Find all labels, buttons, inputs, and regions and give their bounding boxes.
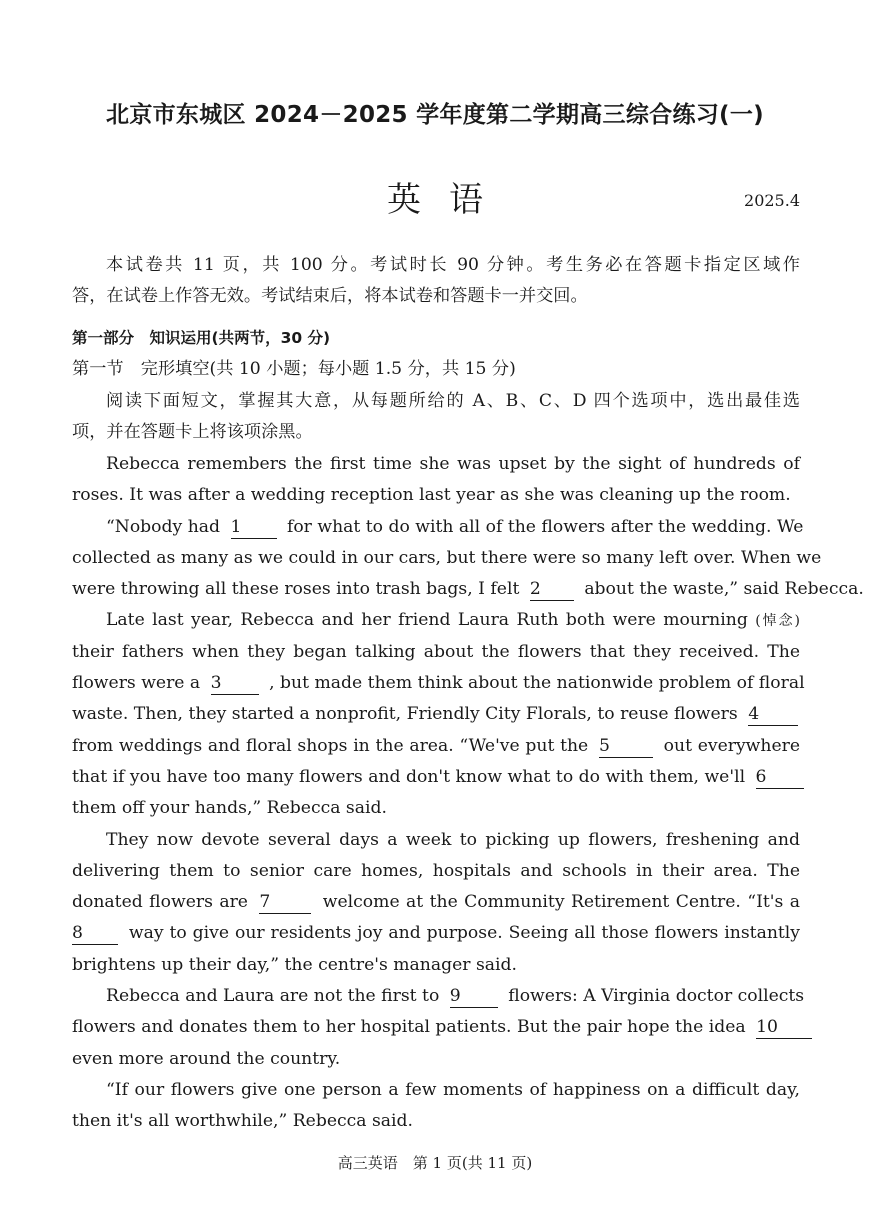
passage-line: brightens up their day,” the centre's manager said.	[72, 954, 517, 975]
passage-line: then it's all worthwhile,” Rebecca said.	[72, 1111, 413, 1132]
passage-text: welcome at the Community Retirement Centre. “It's a	[322, 892, 800, 913]
passage-text: about the waste,” said Rebecca.	[584, 579, 864, 600]
passage-line: even more around the country.	[72, 1048, 341, 1069]
cloze-passage	[72, 449, 864, 1138]
passage-text: Late last year, Rebecca and her friend Laura Ruth both were mourning	[106, 610, 748, 631]
passage-line	[72, 887, 800, 918]
passage-line	[72, 731, 800, 762]
section1-heading: 第一节 完形填空(共 10 小题；每小题 1.5 分，共 15 分)	[72, 359, 516, 380]
passage-text: for what to do with all of the flowers after the wedding. We	[286, 516, 804, 537]
blank-6: 6	[756, 766, 804, 789]
blank-3: 3	[211, 672, 259, 695]
passage-line: roses. It was after a wedding reception last year as she was cleaning up the room.	[72, 485, 791, 506]
passage-text: out everywhere	[663, 735, 801, 756]
blank-1: 1	[231, 516, 277, 539]
passage-line	[72, 668, 805, 699]
directions-line: 项，并在答题卡上将该项涂黑。	[72, 421, 313, 442]
passage-line	[72, 574, 864, 605]
passage-text: “Nobody had	[106, 516, 221, 537]
directions-line: 阅读下面短文，掌握其大意，从每题所给的 A、B、C、D 四个选项中，选出最佳选	[106, 390, 800, 411]
part1-section	[72, 323, 800, 448]
passage-line	[72, 981, 805, 1012]
passage-text: flowers: A Virginia doctor collects	[508, 986, 805, 1007]
blank-4: 4	[748, 703, 798, 726]
passage-line	[72, 512, 804, 543]
blank-2: 2	[530, 578, 574, 601]
passage-text: waste. Then, they started a nonprofit, Friendly City Florals, to reuse flowers	[72, 704, 738, 725]
subject-title: 英语	[387, 180, 511, 220]
instruction-line: 本试卷共 11 页，共 100 分。考试时长 90 分钟。考生务必在答题卡指定区域作	[106, 255, 800, 275]
exam-instructions	[72, 250, 800, 313]
passage-text: , but made them think about the nationwide problem of floral	[269, 673, 805, 694]
passage-text: that if you have too many flowers and don't know what to do with them, we'll	[72, 766, 746, 787]
blank-10: 10	[756, 1016, 812, 1039]
passage-line: “If our flowers give one person a few moments of happiness on a difficult day,	[106, 1079, 800, 1100]
passage-line	[72, 918, 800, 949]
blank-8: 8	[72, 922, 118, 945]
passage-line	[72, 762, 800, 793]
passage-line	[72, 699, 800, 730]
passage-line: They now devote several days a week to picking up flowers, freshening and	[106, 829, 800, 850]
passage-text: flowers and donates them to her hospital patients. But the pair hope the idea	[72, 1017, 746, 1038]
passage-line: their fathers when they began talking about the flowers that they received. The	[72, 641, 800, 662]
passage-text: were throwing all these roses into trash bags, I felt	[72, 579, 520, 600]
passage-text: way to give our residents joy and purpose. Seeing all those flowers instantly	[128, 923, 801, 944]
instruction-line: 答，在试卷上作答无效。考试结束后，将本试卷和答题卡一并交回。	[72, 286, 588, 307]
passage-text: from weddings and floral shops in the area. “We've put the	[72, 735, 589, 756]
passage-line: Rebecca remembers the first time she was upset by the sight of hundreds of	[106, 454, 800, 474]
passage-text: flowers were a	[72, 673, 201, 694]
passage-text: Rebecca and Laura are not the first to	[106, 986, 440, 1007]
passage-text: donated flowers are	[72, 892, 248, 913]
page-footer: 高三英语 第 1 页(共 11 页)	[337, 1154, 533, 1172]
passage-line: delivering them to senior care homes, hospitals and schools in their area. The	[72, 860, 800, 881]
gloss-note: (悼念)	[755, 613, 800, 630]
blank-9: 9	[450, 985, 498, 1008]
blank-5: 5	[599, 735, 653, 758]
passage-line: them off your hands,” Rebecca said.	[72, 798, 387, 819]
passage-line	[72, 605, 800, 636]
exam-title: 北京市东城区 2024－2025 学年度第二学期高三综合练习(一)	[106, 102, 764, 128]
part1-heading: 第一部分 知识运用(共两节，30 分)	[72, 329, 331, 347]
passage-line: collected as many as we could in our cars, but there were so many left over. When we	[72, 547, 822, 568]
blank-7: 7	[259, 891, 311, 914]
exam-date: 2025.4	[744, 191, 800, 210]
passage-line	[72, 1012, 800, 1043]
